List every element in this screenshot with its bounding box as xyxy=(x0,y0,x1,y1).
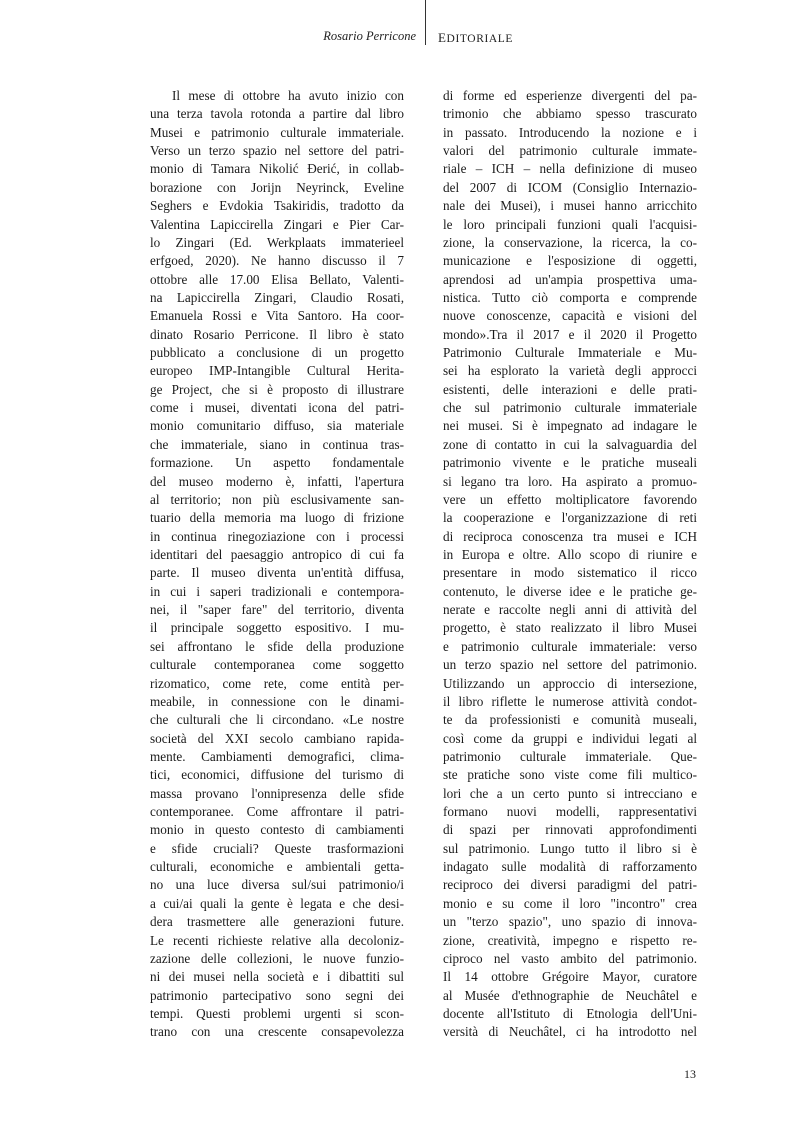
text-line: ni dei musei nella società e i dibattiti sul xyxy=(150,969,404,985)
text-line: pubblicato a conclusione di un progetto xyxy=(150,345,404,361)
text-line: in continua rinegoziazione con i processi xyxy=(150,528,404,544)
text-line: borazione con Jorijn Neyrinck, Eveline xyxy=(150,179,404,195)
text-line: un "terzo spazio", uno spazio di innova- xyxy=(443,914,697,930)
text-line: tuario della memoria ma luogo di frizione xyxy=(150,510,404,526)
text-line: il libro riflette le numerose attività condot- xyxy=(443,693,697,709)
text-line: sei ha esplorato la varietà degli approcci xyxy=(443,363,697,379)
text-line: trano con una crescente consapevolezza xyxy=(150,1024,404,1040)
text-line: parte. Il museo diventa un'entità diffusa, xyxy=(150,565,404,581)
text-line: zone di contatto in cui la salvaguardia del xyxy=(443,436,697,452)
text-line: e sfide cruciali? Queste trasformazioni xyxy=(150,840,404,856)
text-line: europeo IMP-Intangible Cultural Herita- xyxy=(150,363,404,379)
running-head-author: Rosario Perricone xyxy=(323,29,416,43)
text-line: il principale soggetto espositivo. I mu- xyxy=(150,620,404,636)
text-line: formazione. Un aspetto fondamentale xyxy=(150,455,404,471)
text-line: ciproco nel vasto ambito del patrimonio. xyxy=(443,950,697,966)
text-line: ge Project, che si è proposto di illustrare xyxy=(150,381,404,397)
right-text-column xyxy=(443,87,697,1062)
text-line: vere un effetto moltiplicatore favorendo xyxy=(443,491,697,507)
text-line: ste pratiche sono viste come fili multico- xyxy=(443,767,697,783)
text-line: una terza tavola rotonda a partire dal libro xyxy=(150,106,404,122)
page-number: 13 xyxy=(684,1067,696,1081)
text-line: società del XXI secolo cambiano rapida- xyxy=(150,730,404,746)
text-line: del 2007 di ICOM (Consiglio Internazio- xyxy=(443,179,697,195)
text-line: te da professionisti e comunità museali, xyxy=(443,712,697,728)
text-line: massa provano l'onnipresenza delle sfide xyxy=(150,785,404,801)
text-line: esistenti, delle interazioni e delle prati- xyxy=(443,381,697,397)
text-line: ottobre alle 17.00 Elisa Bellato, Valenti- xyxy=(150,271,404,287)
text-line: sul patrimonio. Lungo tutto il libro si è xyxy=(443,840,697,856)
text-line: monio comunitario diffuso, sia materiale xyxy=(150,418,404,434)
text-line: le loro principali funzioni quali l'acquisi- xyxy=(443,216,697,232)
text-line: no una luce diversa sul/sui patrimonio/i xyxy=(150,877,404,893)
text-line: rizomatico, come rete, come entità per- xyxy=(150,675,404,691)
text-line: zione, la conservazione, la ricerca, la co- xyxy=(443,234,697,250)
header-divider xyxy=(425,0,426,45)
text-line: lo Zingari (Ed. Werkplaats immaterieel xyxy=(150,234,404,250)
text-line: patrimonio vivente e le pratiche museali xyxy=(443,455,697,471)
text-line: in Europa e oltre. Allo scopo di riunire e xyxy=(443,546,697,562)
text-line: di forme ed esperienze divergenti del pa- xyxy=(443,88,697,103)
section-initial: E xyxy=(438,30,447,45)
text-line: Il mese di ottobre ha avuto inizio con xyxy=(172,88,404,103)
running-head-section xyxy=(438,30,513,46)
text-line: trimonio che abbiamo spesso trascurato xyxy=(443,106,697,122)
text-line: che culturali che li circondano. «Le nostre xyxy=(150,712,404,728)
text-line: indagato sulle modalità di rafforzamento xyxy=(443,859,697,875)
text-line: a cui/ai quali la gente è legata e che desi- xyxy=(150,895,404,911)
text-line: identitari del paesaggio antropico di cui fa xyxy=(150,546,404,562)
text-line: del museo moderno è, infatti, l'apertura xyxy=(150,473,404,489)
text-line: come i musei, diventati icona del patri- xyxy=(150,400,404,416)
text-line: formano nuovi modelli, rappresentativi xyxy=(443,804,697,820)
text-line: contenuto, le diverse idee e le pratiche ge- xyxy=(443,583,697,599)
text-line: zione, creatività, impegno e rispetto re- xyxy=(443,932,697,948)
text-line: mondo».Tra il 2017 e il 2020 il Progetto xyxy=(443,326,697,342)
text-line: erfgoed, 2020). Ne hanno discusso il 7 xyxy=(150,253,404,269)
text-line: patrimonio partecipativo sono segni dei xyxy=(150,987,404,1003)
text-line: Verso un terzo spazio nel settore del patri- xyxy=(150,143,404,159)
text-line: monio e su come il loro "incontro" crea xyxy=(443,895,697,911)
text-line: docente all'Istituto di Etnologia dell'Uni- xyxy=(443,1005,697,1021)
text-line: meabile, in connessione con le dinami- xyxy=(150,693,404,709)
text-line: al Musée d'ethnographie de Neuchâtel e xyxy=(443,987,697,1003)
text-line: municazione e l'esposizione di oggetti, xyxy=(443,253,697,269)
text-line: si legano tra loro. Ha aspirato a promuo- xyxy=(443,473,697,489)
text-line: che sul patrimonio culturale immateriale xyxy=(443,400,697,416)
text-line: sei affrontano le sfide della produzione xyxy=(150,638,404,654)
text-line: monio di Tamara Nikolić Đerić, in collab- xyxy=(150,161,404,177)
text-line: culturale contemporanea come soggetto xyxy=(150,657,404,673)
text-line: che immateriale, siano in continua tras- xyxy=(150,436,404,452)
text-line: la cooperazione e l'organizzazione di reti xyxy=(443,510,697,526)
text-line: nale dei Musei), i musei hanno arricchito xyxy=(443,198,697,214)
text-line: Patrimonio Culturale Immateriale e Mu- xyxy=(443,345,697,361)
text-line: tici, economici, diffusione del turismo di xyxy=(150,767,404,783)
text-line: nuove conoscenze, capacità e visioni del xyxy=(443,308,697,324)
text-line: versità di Neuchâtel, ci ha introdotto nel xyxy=(443,1024,697,1040)
text-line: Le recenti richieste relative alla decoloniz- xyxy=(150,932,404,948)
text-line: contemporanee. Come affrontare il patri- xyxy=(150,804,404,820)
text-line: reciproco dei diversi paradigmi del patri- xyxy=(443,877,697,893)
text-line: in cui i saperi tradizionali e contempora- xyxy=(150,583,404,599)
text-line: aprendosi ad un'ampia prospettiva uma- xyxy=(443,271,697,287)
text-line: nistica. Tutto ciò comporta e comprende xyxy=(443,289,697,305)
text-line: Musei e patrimonio culturale immateriale. xyxy=(150,124,404,140)
text-line: e patrimonio culturale immateriale: verso xyxy=(443,638,697,654)
text-line: dinato Rosario Perricone. Il libro è stato xyxy=(150,326,404,342)
text-line: riale – ICH – nella definizione di museo xyxy=(443,161,697,177)
text-line: zazione delle collezioni, le nuove funzio- xyxy=(150,950,404,966)
section-rest: DITORIALE xyxy=(446,33,514,45)
text-line: di reciproca conoscenza tra musei e ICH xyxy=(443,528,697,544)
text-line: così come da gruppi e individui legati al xyxy=(443,730,697,746)
text-line: Il 14 ottobre Grégoire Mayor, curatore xyxy=(443,969,697,985)
text-line: al territorio; non più esclusivamente san- xyxy=(150,491,404,507)
text-line: Seghers e Evdokia Tsakiridis, tradotto da xyxy=(150,198,404,214)
text-line: nei, il "saper fare" del territorio, diventa xyxy=(150,602,404,618)
text-line: progetto, è stato realizzato il libro Musei xyxy=(443,620,697,636)
text-line: nei musei. Si è impegnato ad indagare le xyxy=(443,418,697,434)
text-line: di spazi per rinnovati approfondimenti xyxy=(443,822,697,838)
text-line: tempi. Questi problemi urgenti si scon- xyxy=(150,1005,404,1021)
text-line: valori del patrimonio culturale immate- xyxy=(443,143,697,159)
text-line: patrimonio culturale immateriale. Que- xyxy=(443,748,697,764)
text-line: dera trasmettere alle generazioni future. xyxy=(150,914,404,930)
text-line: presentare in modo sistematico il ricco xyxy=(443,565,697,581)
left-text-column xyxy=(150,87,404,1062)
text-line: in passato. Introducendo la nozione e i xyxy=(443,124,697,140)
text-line: nerate e raccolte negli anni di attività del xyxy=(443,602,697,618)
text-line: culturali, economiche e ambientali getta- xyxy=(150,859,404,875)
text-line: un terzo spazio nel settore del patrimonio. xyxy=(443,657,697,673)
text-line: lori che a un certo punto si intrecciano e xyxy=(443,785,697,801)
text-line: monio in questo contesto di cambiamenti xyxy=(150,822,404,838)
text-line: na Lapiccirella Zingari, Claudio Rosati, xyxy=(150,289,404,305)
text-line: Emanuela Rossi e Vita Santoro. Ha coor- xyxy=(150,308,404,324)
text-line: Valentina Lapiccirella Zingari e Pier Car- xyxy=(150,216,404,232)
text-line: mente. Cambiamenti demografici, clima- xyxy=(150,748,404,764)
text-line: Utilizzando un approccio di intersezione, xyxy=(443,675,697,691)
